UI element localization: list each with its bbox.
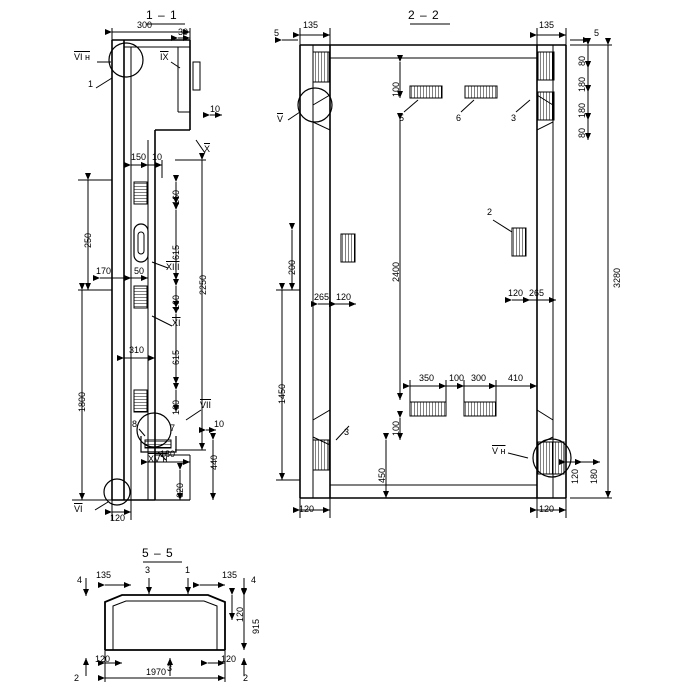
- dim-label: 620: [175, 482, 185, 498]
- dim-label: 180: [589, 468, 599, 484]
- dim-label: 170: [96, 266, 112, 276]
- dim-label: 100: [449, 373, 465, 383]
- dim-label: 2250: [198, 274, 208, 295]
- dim-label: 5: [594, 28, 600, 38]
- title-section-2-2: 2 – 2: [408, 8, 440, 22]
- mark-label: 6: [456, 113, 462, 123]
- dim-label: 120: [336, 292, 352, 302]
- dim-label: 300: [137, 20, 153, 30]
- part-label: 8: [132, 419, 138, 429]
- mark-label: 3: [145, 565, 151, 575]
- dim-label: 450: [377, 467, 387, 483]
- dim-label: 410: [508, 373, 524, 383]
- dim-label: 160: [171, 399, 181, 415]
- dim-label: 100: [391, 81, 401, 97]
- dim-label: 160: [171, 294, 181, 310]
- mark-label: 1: [88, 79, 94, 89]
- dim-label: 250: [83, 232, 93, 248]
- dim-label: 300: [471, 373, 487, 383]
- dim-label: 200: [287, 259, 297, 275]
- dim-label: 180: [160, 449, 176, 459]
- dim-label: 120: [570, 468, 580, 484]
- mark-label: V н: [492, 446, 506, 456]
- dim-label: 1970: [146, 667, 167, 677]
- dim-label: 80: [577, 55, 587, 66]
- dim-label: 30: [178, 27, 189, 37]
- dim-label: 1800: [77, 391, 87, 412]
- dim-label: 2400: [391, 261, 401, 282]
- dim-label: 120: [95, 654, 111, 664]
- dim-label: 150: [131, 152, 147, 162]
- mark-label: 3: [511, 113, 517, 123]
- dim-label: 135: [222, 570, 238, 580]
- dim-label: 1450: [277, 383, 287, 404]
- dim-label: 80: [577, 127, 587, 138]
- mark-label: 2: [487, 207, 493, 217]
- mark-label: $\overline{VII}$: [200, 400, 212, 410]
- mark-label: 3: [167, 663, 173, 673]
- dim-label: 135: [539, 20, 555, 30]
- dim-label: 180: [577, 102, 587, 118]
- dim-label: 10: [214, 419, 225, 429]
- mark-label: 3: [344, 427, 350, 437]
- dim-label: 350: [419, 373, 435, 383]
- mark-label: $\overline{IX}$: [160, 52, 169, 62]
- dim-label: 10: [210, 104, 221, 114]
- mark-label: 5: [399, 113, 405, 123]
- dim-label: 120: [508, 288, 524, 298]
- mark-label: 2: [243, 673, 249, 683]
- dim-label: 5: [274, 28, 280, 38]
- dim-label: 120: [221, 654, 237, 664]
- title-section-5-5: 5 – 5: [142, 546, 174, 560]
- dim-label: 120: [299, 504, 315, 514]
- mark-label: 1: [185, 565, 191, 575]
- mark-label: 4: [77, 575, 83, 585]
- mark-label: 4: [251, 575, 257, 585]
- mark-label: VI н: [74, 52, 90, 62]
- dim-label: 120: [235, 606, 245, 622]
- dim-label: 10: [152, 152, 163, 162]
- mark-label: $\overline{X}$: [204, 144, 211, 154]
- dim-label: 615: [171, 244, 181, 260]
- mark-label: $\overline{V}$: [277, 114, 284, 124]
- dim-label: 3280: [612, 267, 622, 288]
- dim-label: 440: [209, 454, 219, 470]
- dim-label: 135: [303, 20, 319, 30]
- dim-label: 265: [529, 288, 545, 298]
- dim-label: 120: [539, 504, 555, 514]
- dim-label: 135: [96, 570, 112, 580]
- mark-label: $\overline{VI}$: [74, 504, 83, 514]
- dim-label: 615: [171, 349, 181, 365]
- dim-label: 180: [577, 76, 587, 92]
- dim-label: 50: [134, 266, 145, 276]
- dim-label: 265: [314, 292, 330, 302]
- mark-label: XV н: [148, 454, 168, 464]
- mark-label: XIII: [166, 262, 180, 272]
- part-label: 7: [170, 423, 176, 433]
- dim-label: 160: [171, 189, 181, 205]
- title-section-1-1: 1 – 1: [146, 8, 178, 22]
- dim-label: 100: [391, 420, 401, 436]
- dim-label: 915: [251, 618, 261, 634]
- mark-label: $\overline{XI}$: [172, 318, 181, 328]
- dim-label: 120: [110, 513, 126, 523]
- dim-label: 310: [129, 345, 145, 355]
- mark-label: 2: [74, 673, 80, 683]
